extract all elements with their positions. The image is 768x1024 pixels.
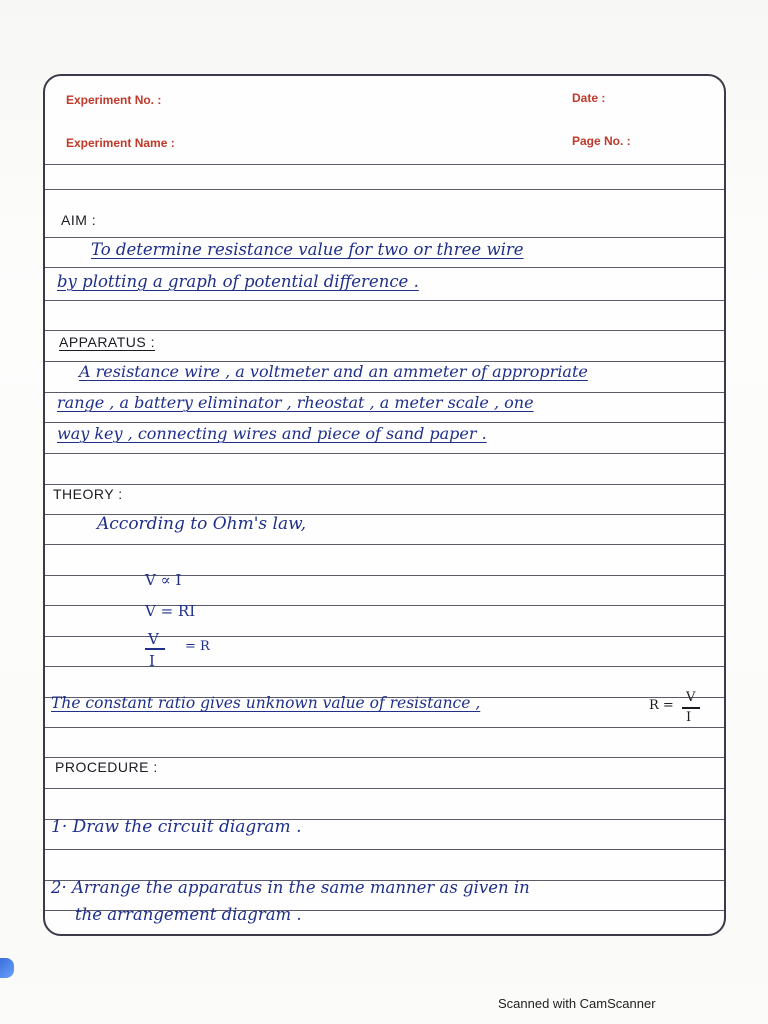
procedure-step-1: 1· Draw the circuit diagram . xyxy=(51,817,302,837)
experiment-name-label: Experiment Name : xyxy=(66,136,175,150)
experiment-no-label: Experiment No. : xyxy=(66,93,162,107)
ruled-line xyxy=(45,300,724,301)
notebook-page xyxy=(43,74,726,936)
fraction-bar xyxy=(145,648,165,650)
equation-ohm: V = RI xyxy=(145,602,196,620)
apparatus-line-2: range , a battery eliminator , rheostat , a meter scale , one xyxy=(57,393,534,412)
ruled-line xyxy=(45,788,724,789)
ruled-line xyxy=(45,849,724,850)
page-no-label: Page No. : xyxy=(572,134,631,148)
equation-ratio-denominator: I xyxy=(149,652,155,670)
equation-proportional: V ∝ I xyxy=(145,571,182,589)
equation-ratio-rhs: = R xyxy=(185,639,210,654)
ruled-line xyxy=(45,666,724,667)
scanner-watermark: Scanned with CamScanner xyxy=(498,996,656,1011)
theory-heading: THEORY : xyxy=(53,486,123,502)
resistance-eq-denominator: I xyxy=(686,710,692,725)
resistance-eq-numerator: V xyxy=(686,690,696,705)
ruled-line xyxy=(45,189,724,190)
fraction-bar xyxy=(682,707,700,709)
procedure-step-2-line-1: 2· Arrange the apparatus in the same manner as given in xyxy=(51,878,530,897)
theory-line-1: According to Ohm's law, xyxy=(97,514,307,534)
apparatus-line-1: A resistance wire , a voltmeter and an ammeter of appropriate xyxy=(79,362,588,381)
equation-ratio-numerator: V xyxy=(148,630,159,648)
constant-ratio-line: The constant ratio gives unknown value of resistance , xyxy=(51,694,481,712)
ruled-line xyxy=(45,727,724,728)
procedure-heading: PROCEDURE : xyxy=(55,759,158,775)
ruled-line xyxy=(45,636,724,637)
aim-line-2: by plotting a graph of potential difference . xyxy=(57,272,419,291)
ruled-line xyxy=(45,422,724,423)
ruled-line xyxy=(45,330,724,331)
ruled-line xyxy=(45,267,724,268)
ruled-line xyxy=(45,164,724,165)
date-label: Date : xyxy=(572,91,606,105)
aim-heading: AIM : xyxy=(61,212,97,228)
resistance-eq-lhs: R = xyxy=(649,698,674,713)
ruled-line xyxy=(45,484,724,485)
ruled-line xyxy=(45,757,724,758)
apparatus-line-3: way key , connecting wires and piece of sand paper . xyxy=(57,424,487,443)
ruled-line xyxy=(45,544,724,545)
apparatus-heading: APPARATUS : xyxy=(59,334,156,350)
procedure-step-2-line-2: the arrangement diagram . xyxy=(75,905,302,924)
ruled-line xyxy=(45,237,724,238)
aim-line-1: To determine resistance value for two or three wire xyxy=(91,240,524,259)
ruled-line xyxy=(45,453,724,454)
page-corner-marker xyxy=(0,958,14,978)
